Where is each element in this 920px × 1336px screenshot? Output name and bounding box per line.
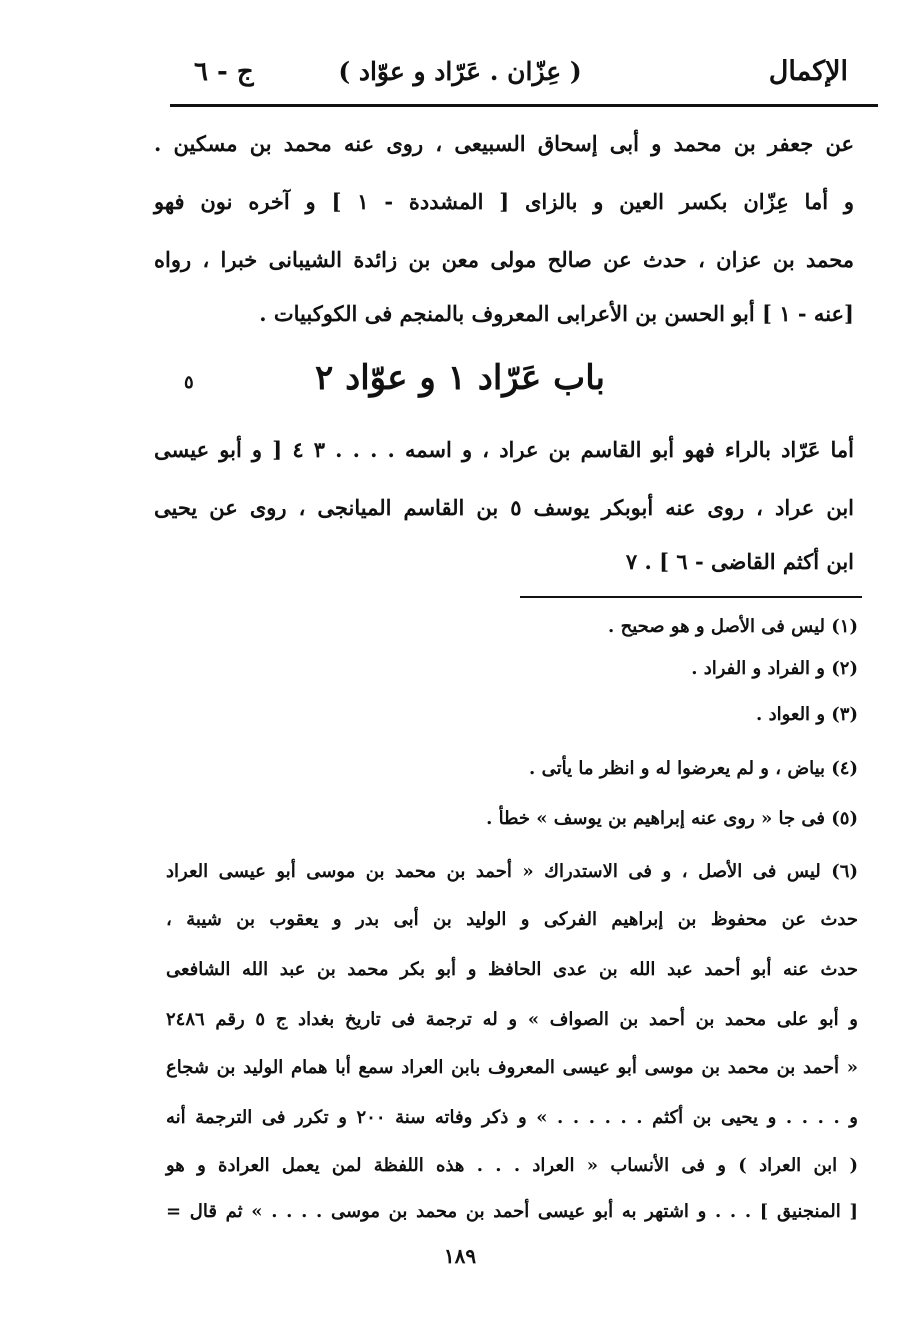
footnote: (٤) بياض ، و لم يعرضوا له و انظر ما يأتى .: [529, 758, 858, 779]
footnote-line: حدث عنه أبو أحمد عبد الله بن عدى الحافظ و أبو بكر محمد بن عبد الله الشافعى: [166, 959, 858, 980]
footnote-line: و . . . . و يحيى بن أكثم . . . . . . » و ذكر وفاته سنة ٢٠٠ و تكرر فى الترجمة أنه: [166, 1107, 858, 1128]
running-header-book-title: الإكمال: [768, 56, 848, 87]
body-line: أما عَرّاد بالراء فهو أبو القاسم بن عراد ، و اسمه . . . . ٣ ٤ [ و أبو عيسى: [154, 437, 855, 462]
body-line: و أما عِزّان بكسر العين و بالزاى [ المشددة - ١ ] و آخره نون فهو: [154, 189, 854, 214]
footnote: (٣) و العواد .: [756, 704, 858, 725]
footnote-line: (٦) ليس فى الأصل ، و فى الاستدراك « أحمد بن محمد بن موسى أبو عيسى العراد: [166, 861, 858, 882]
body-line: ابن عراد ، روى عنه أبوبكر يوسف ٥ بن القاسم الميانجى ، روى عن يحيى: [154, 495, 854, 520]
margin-line-number: ٥: [184, 372, 194, 393]
body-line: [عنه - ١ ] أبو الحسن بن الأعرابى المعروف بالمنجم فى الكوكبيات .: [259, 301, 854, 326]
footnote-line: حدث عن محفوظ بن إبراهيم الفركى و الوليد بن أبى بدر و يعقوب بن شيبة ،: [166, 909, 858, 930]
footnote-line: و أبو على محمد بن أحمد بن الصواف » و له ترجمة فى تاريخ بغداد ج ٥ رقم ٢٤٨٦: [166, 1009, 858, 1030]
footnote-line: ( ابن العراد ) و فى الأنساب « العراد . . . هذه اللفظة لمن يعمل العرادة و هو: [166, 1155, 858, 1176]
footnote: (١) ليس فى الأصل و هو صحيح .: [608, 616, 858, 637]
body-line: عن جعفر بن محمد و أبى إسحاق السبيعى ، روى عنه محمد بن مسكين .: [154, 131, 854, 156]
body-line: ابن أكثم القاضى - ٦ ] . ٧: [625, 549, 854, 574]
page-number: ١٨٩: [443, 1244, 477, 1268]
footnote-line: [ المنجنيق ] . . . و اشتهر به أبو عيسى أحمد بن محمد بن موسى . . . . » ثم قال =: [166, 1201, 858, 1222]
header-rule: [170, 104, 878, 107]
body-line: محمد بن عزان ، حدث عن صالح مولى معن بن زائدة الشيبانى خبرا ، رواه: [154, 247, 854, 272]
running-header-section: ( عِزّان . عَرّاد و عوّاد ): [338, 57, 582, 86]
running-header-volume: ج - ٦: [194, 57, 254, 87]
chapter-heading: باب عَرّاد ١ و عوّاد ٢: [314, 358, 606, 398]
footnote: (٥) فى جا « روى عنه إبراهيم بن يوسف » خطأ .: [486, 808, 858, 829]
footnote: (٢) و الفراد و الفراد .: [691, 658, 858, 679]
footnote-separator: [520, 596, 862, 598]
footnote-line: « أحمد بن محمد بن موسى أبو عيسى المعروف بابن العراد سمع أبا همام الوليد بن شجاع: [166, 1057, 858, 1078]
